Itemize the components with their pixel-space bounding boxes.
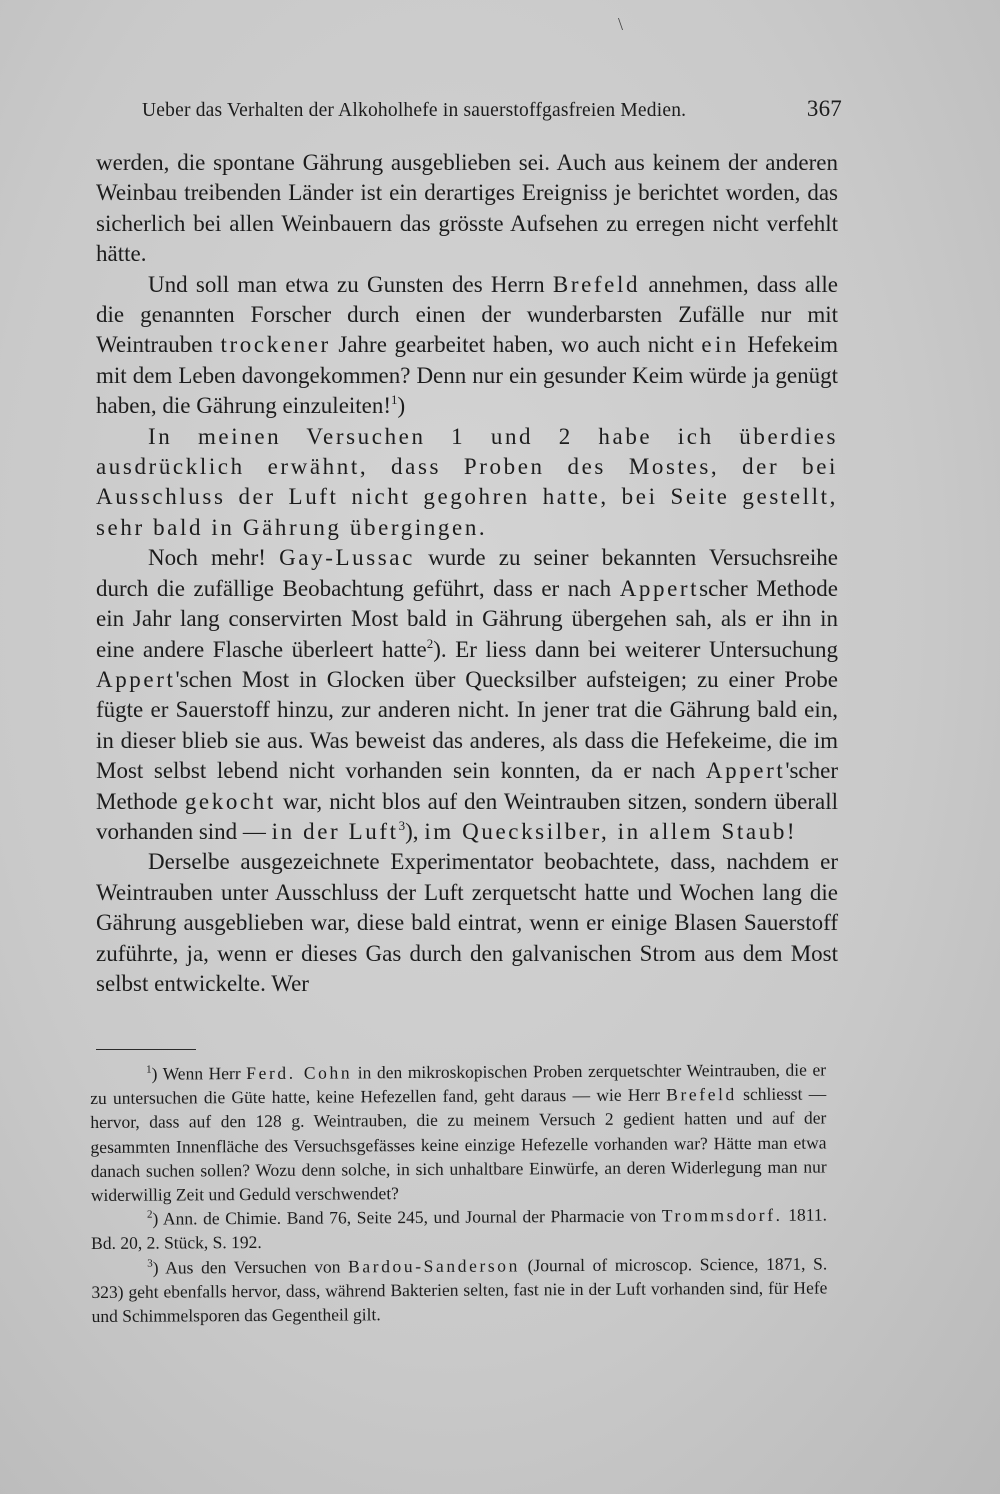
- paragraph-1: [96, 148, 838, 270]
- footnote-1: [90, 1058, 827, 1208]
- running-header: [142, 96, 842, 122]
- scan-speck: \: [618, 14, 624, 34]
- spaced-name: Trommsdorf.: [661, 1204, 783, 1226]
- text-run: ) Wenn Herr: [151, 1063, 247, 1084]
- spaced-emphasis: im Quecksilber, in allem Staub!: [424, 818, 798, 844]
- spaced-name: Brefeld: [552, 271, 641, 297]
- spaced-name: Appert: [705, 758, 786, 784]
- spaced-emphasis: trockener: [220, 332, 331, 358]
- spaced-name: Appert: [619, 575, 700, 601]
- paragraph-4: [96, 543, 838, 847]
- spaced-name: Appert: [96, 666, 176, 692]
- main-text: [96, 148, 838, 999]
- footnote-ref-3[interactable]: 3: [398, 817, 406, 833]
- text-run: in den mikroskopischen Proben zerquetschter Weintrauben, die er zu untersuchen die Güte hatte, keine Hefezellen fand, geht daraus — wie Herr: [90, 1059, 827, 1109]
- running-title: Ueber das Verhalten der Alkoholhefe in sauerstoffgasfreien Medien.: [142, 100, 687, 121]
- spaced-name: Gay-Lussac: [279, 545, 415, 571]
- footnote-number: 1: [146, 1063, 152, 1076]
- spaced-emphasis: in der Luft: [271, 818, 399, 844]
- footnote-3: [91, 1251, 827, 1328]
- spaced-emphasis: ein: [701, 332, 740, 358]
- footnote-number: 3: [147, 1257, 153, 1270]
- text-run: schliesst — hervor, dass auf den 128 g. Weintrauben, die zu meinem Versuch 2 gedient hatten und auf der gesammten Innenfläche des Versuchsgefässes keine einzige Hefezelle vorhanden war? Hätte man etwa danach suchen sollen? Wozu denn solche, in sich unhaltbare Einwürfe, an deren Widerlegung man nur widerwillig Zeit und Geduld verschwendet?: [90, 1083, 827, 1206]
- text-run: Noch mehr!: [148, 545, 280, 571]
- text-run: ): [397, 393, 406, 419]
- text-run: 'scher Methode: [96, 758, 838, 814]
- text-run: ). Er liess dann bei weiterer Untersuchung: [433, 636, 838, 662]
- paragraph-3: [96, 422, 838, 544]
- text-run: war, nicht blos auf den Weintrauben sitzen, sondern überall vorhanden sind —: [96, 788, 838, 844]
- footnote-ref-1[interactable]: 1: [391, 392, 398, 408]
- footnote-number: 2: [146, 1208, 153, 1221]
- text-run: 'schen Most in Glocken über Quecksilber aufsteigen; zu einer Probe fügte er Sauerstoff hinzu, zur anderen nicht. In jener trat die Gährung bald ein, in dieser blieb sie aus. Was beweist das anderes, als dass die Hefekeime, die im Most selbst lebend nicht vorhanden sein konnten, da er nach: [96, 666, 838, 784]
- text-run: (Journal of microscop. Science, 1871, S. 323) geht ebenfalls hervor, dass, während Bakterien selten, fast nie in der Luft vorhanden sind, für Hefe und Schimmelsporen das Gegentheil gilt.: [91, 1253, 828, 1327]
- page-number: 367: [806, 96, 842, 121]
- text-run: Hefekeim mit dem Leben davongekommen? Denn nur ein gesunder Keim würde ja genügt haben, die Gährung einzuleiten!: [96, 332, 838, 419]
- paragraph-2: [96, 270, 838, 422]
- footnotes: [90, 1058, 828, 1329]
- spaced-emphasis: gekocht: [184, 788, 276, 814]
- footnote-divider: [96, 1049, 196, 1050]
- text-run: ) Aus den Versuchen von: [152, 1256, 349, 1278]
- footnote-ref-2[interactable]: 2: [426, 635, 434, 651]
- spaced-name: Brefeld: [666, 1084, 737, 1105]
- text-run: Und soll man etwa zu Gunsten des Herrn: [148, 271, 553, 297]
- paragraph-5: [96, 847, 838, 999]
- spaced-name: Ferd. Cohn: [246, 1062, 353, 1084]
- footnote-2: [91, 1203, 827, 1256]
- text-run: Jahre gearbeitet haben, wo auch nicht: [330, 332, 702, 358]
- text-run: 1811. Bd. 20, 2. Stück, S. 192.: [91, 1204, 828, 1254]
- text-run: ) Ann. de Chimie. Band 76, Seite 245, und Journal der Pharmacie von: [152, 1205, 662, 1229]
- text-run: scher Methode ein Jahr lang conservirten Most bald in Gährung übergehen sah, als er ihn in eine andere Flasche überleert hatte: [96, 575, 838, 662]
- text-run: annehmen, dass alle die genannten Forscher durch einen der wunderbarsten Zufälle nur mit Weintrauben: [96, 271, 838, 358]
- text-run: werden, die spontane Gährung ausgeblieben sei. Auch aus keinem der anderen Weinbau treibenden Länder ist ein derartiges Ereigniss je berichtet worden, das sicherlich bei allen Weinbauern das grösste Aufsehen zu erregen nicht verfehlt hätte.: [96, 150, 838, 267]
- text-run: ),: [405, 818, 425, 844]
- text-run: In meinen Versuchen 1 und 2 habe ich überdies ausdrücklich erwähnt, dass Proben des Mostes, der bei Ausschluss der Luft nicht gegohren hatte, bei Seite gestellt, sehr bald in Gährung übergingen.: [96, 423, 838, 540]
- text-run: wurde zu seiner bekannten Versuchsreihe durch die zufällige Beobachtung geführt, dass er nach: [96, 545, 838, 601]
- text-run: Derselbe ausgezeichnete Experimentator beobachtete, dass, nachdem er Weintrauben unter Ausschluss der Luft zerquetscht hatte und Wochen lang die Gährung ausgeblieben war, diese bald eintrat, wenn er einige Blasen Sauerstoff zuführte, ja, wenn er dieses Gas durch den galvanischen Strom aus dem Most selbst entwickelte. Wer: [96, 849, 838, 996]
- spaced-name: Bardou-Sanderson: [348, 1255, 521, 1277]
